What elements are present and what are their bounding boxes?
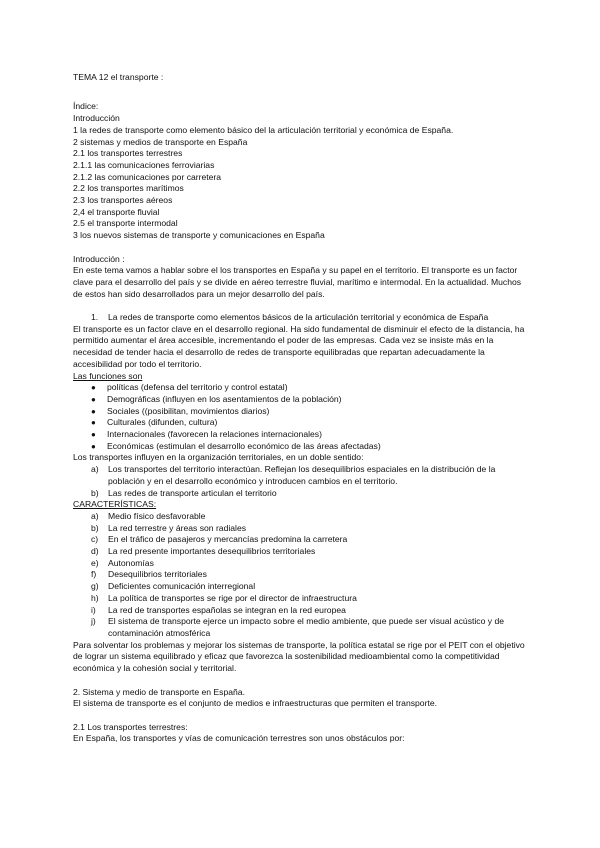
functions-heading: Las funciones son	[73, 370, 143, 381]
index-item: 2.1.1 las comunicaciones ferroviarias	[73, 159, 215, 170]
document-title: TEMA 12 el transporte :	[73, 72, 164, 82]
characteristic-item: d) La red presente importantes desequilibrios territoriales	[91, 546, 316, 557]
function-item: ● Internacionales (favorecen la relaciones internacionales)	[91, 429, 322, 440]
intro-paragraph: En este tema vamos a hablar sobre el los transportes en España y su papel en el territorio. El transporte es un factor clave para el desarrollo del país y se divide en aéreo terrestre fluvial, marítimo e intermodal. En la actualidad. Muchos de estos han sido desarrollados para un mejor desarrollo del país.	[73, 265, 522, 299]
section2-heading: 2. Sistema y medio de transporte en España.	[73, 686, 245, 697]
index-item: 2.5 el transporte intermodal	[73, 218, 178, 229]
function-item: ● Culturales (difunden, cultura)	[91, 417, 218, 428]
index-item: Introducción	[73, 113, 120, 124]
bullet-icon: ●	[91, 430, 96, 440]
bullet-icon: ●	[91, 383, 96, 393]
index-item: 2.2 los transportes marítimos	[73, 183, 184, 194]
section1-paragraph: El transporte es un factor clave en el desarrollo regional. Ha sido fundamental de disminuir el efecto de la distancia, ha permitido aumentar el área accesible, incrementando el poder de las empresas. Cada vez se insiste más en la necesidad de tender hacia el desarrollo de redes de transporte equilibradas que repartan adecuadamente la accesibilidad por todo el territorio.	[73, 323, 525, 369]
bullet-icon: ●	[91, 406, 96, 416]
influence-item: a) Los transportes del territorio interactúan. Reflejan los desequilibrios espaciales en la distribución de la población y en el desarrollo económico y introducen cambios en el territorio.	[91, 464, 496, 486]
section21-heading: 2.1 Los transportes terrestres:	[73, 721, 188, 732]
section1-heading	[73, 312, 525, 324]
influence-item: b) Las redes de transporte articulan el territorio	[91, 487, 277, 498]
characteristic-item: f) Desequilibrios territoriales	[91, 569, 207, 580]
section1-number: 1.	[91, 312, 99, 323]
influence-intro: Los transportes influyen en la organización territoriales, en un doble sentido:	[73, 452, 364, 463]
bullet-icon: ●	[91, 394, 96, 404]
characteristic-item: g) Deficientes comunicación interregional	[91, 581, 256, 592]
index-item: 1 la redes de transporte como elemento básico del la articulación territorial y económica de España.	[73, 124, 454, 135]
index-item: 2,4 el transporte fluvial	[73, 206, 160, 217]
characteristic-item: j) El sistema de transporte ejerce un impacto sobre el medio ambiente, que puede ser visual acústico y de contaminación atmosférica	[91, 616, 505, 638]
section21-paragraph: En España, los transportes y vías de comunicación terrestres son unos obstáculos por:	[73, 733, 405, 744]
function-item: ● políticas (defensa del territorio y control estatal)	[91, 382, 288, 393]
index-item: 2.3 los transportes aéreos	[73, 195, 173, 206]
characteristic-item: c) En el tráfico de pasajeros y mercancías predomina la carretera	[91, 534, 348, 545]
index-item: 3 los nuevos sistemas de transporte y comunicaciones en España	[73, 230, 325, 241]
characteristics-heading: CARACTERÍSTICAS:	[73, 499, 157, 510]
characteristic-item: a) Medio físico desfavorable	[91, 510, 206, 521]
function-item: ● Demográficas (influyen en los asentamientos de la población)	[91, 393, 342, 404]
index-item: 2 sistemas y medios de transporte en España	[73, 136, 248, 147]
document-content	[73, 72, 525, 745]
index-item: 2.1 los transportes terrestres	[73, 148, 183, 159]
bullet-icon: ●	[91, 418, 96, 428]
characteristic-item: h) La política de transportes se rige por el director de infraestructura	[91, 592, 357, 603]
section1-heading-text: La redes de transporte como elementos básicos de la articulación territorial y económica de España	[108, 312, 489, 323]
index-item: 2.1.2 las comunicaciones por carretera	[73, 171, 222, 182]
characteristic-item: i) La red de transportes españolas se integran en la red europea	[91, 604, 346, 615]
function-item: ● Económicas (estimulan el desarrollo económico de las áreas afectadas)	[91, 440, 381, 451]
index-heading: Índice:	[73, 101, 99, 112]
bullet-icon: ●	[91, 441, 96, 451]
characteristic-item: b) La red terrestre y áreas son radiales	[91, 522, 247, 533]
section1-closing: Para solventar los problemas y mejorar los sistemas de transporte, la política estatal se rige por el PEIT con el objetivo de lograr un sistema equilibrado y eficaz que favorezca la sostenibilidad medioambiental como la competitividad económica y la cohesión social y territorial.	[73, 639, 525, 674]
section2-paragraph: El sistema de transporte es el conjunto de medios e infraestructuras que permiten el transporte.	[73, 698, 437, 709]
function-item: ● Sociales ((posibilitan, movimientos diarios)	[91, 405, 270, 416]
intro-heading: Introducción :	[73, 253, 125, 264]
characteristic-item: e) Autonomías	[91, 557, 154, 568]
